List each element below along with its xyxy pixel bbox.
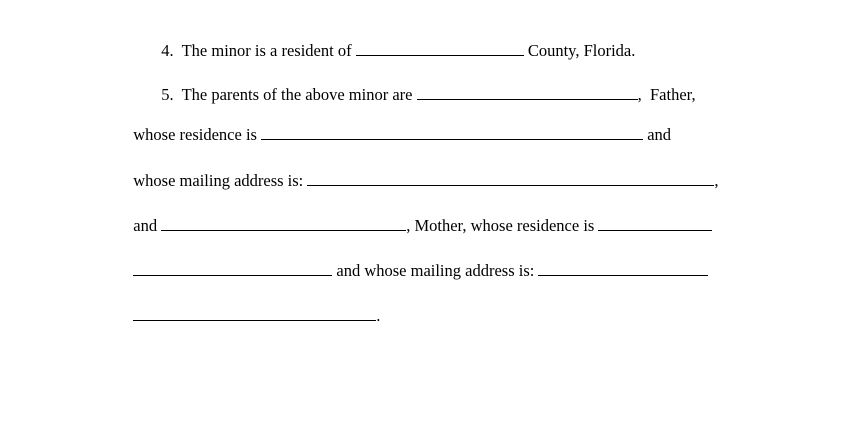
father-mailing-suffix: , [714,171,719,190]
mother-mailing-field-end[interactable] [133,306,376,321]
father-mailing-field[interactable] [307,171,714,186]
father-residence-suffix: and [647,125,672,144]
father-mailing-line [125,151,719,191]
closing-period: . [376,306,381,325]
item-5-number: 5. [161,85,174,104]
father-residence-line [125,105,671,145]
mother-line [125,196,712,236]
mother-residence-field-start[interactable] [598,216,712,231]
mother-residence-label: , Mother, whose residence is [406,216,595,235]
mother-mailing-label: and whose mailing address is: [336,261,535,280]
closing-line [125,286,380,326]
item-5-line [153,65,696,105]
item-5-text: The parents of the above minor are [181,85,413,104]
mother-residence-field-end[interactable] [133,261,332,276]
mother-name-field[interactable] [161,216,406,231]
father-residence-label: whose residence is [133,125,257,144]
item-4-line [153,21,635,61]
mother-prefix: and [133,216,158,235]
item-5-suffix: , Father, [637,85,696,104]
item-4-text: The minor is a resident of [181,41,352,60]
father-name-field[interactable] [417,85,638,100]
item-4-suffix: County, Florida. [527,41,636,60]
item-4-number: 4. [161,41,174,60]
county-field[interactable] [356,41,524,56]
mother-mailing-field-start[interactable] [538,261,708,276]
father-mailing-label: whose mailing address is: [133,171,304,190]
father-residence-field[interactable] [261,125,643,140]
mother-mailing-line [125,241,708,281]
